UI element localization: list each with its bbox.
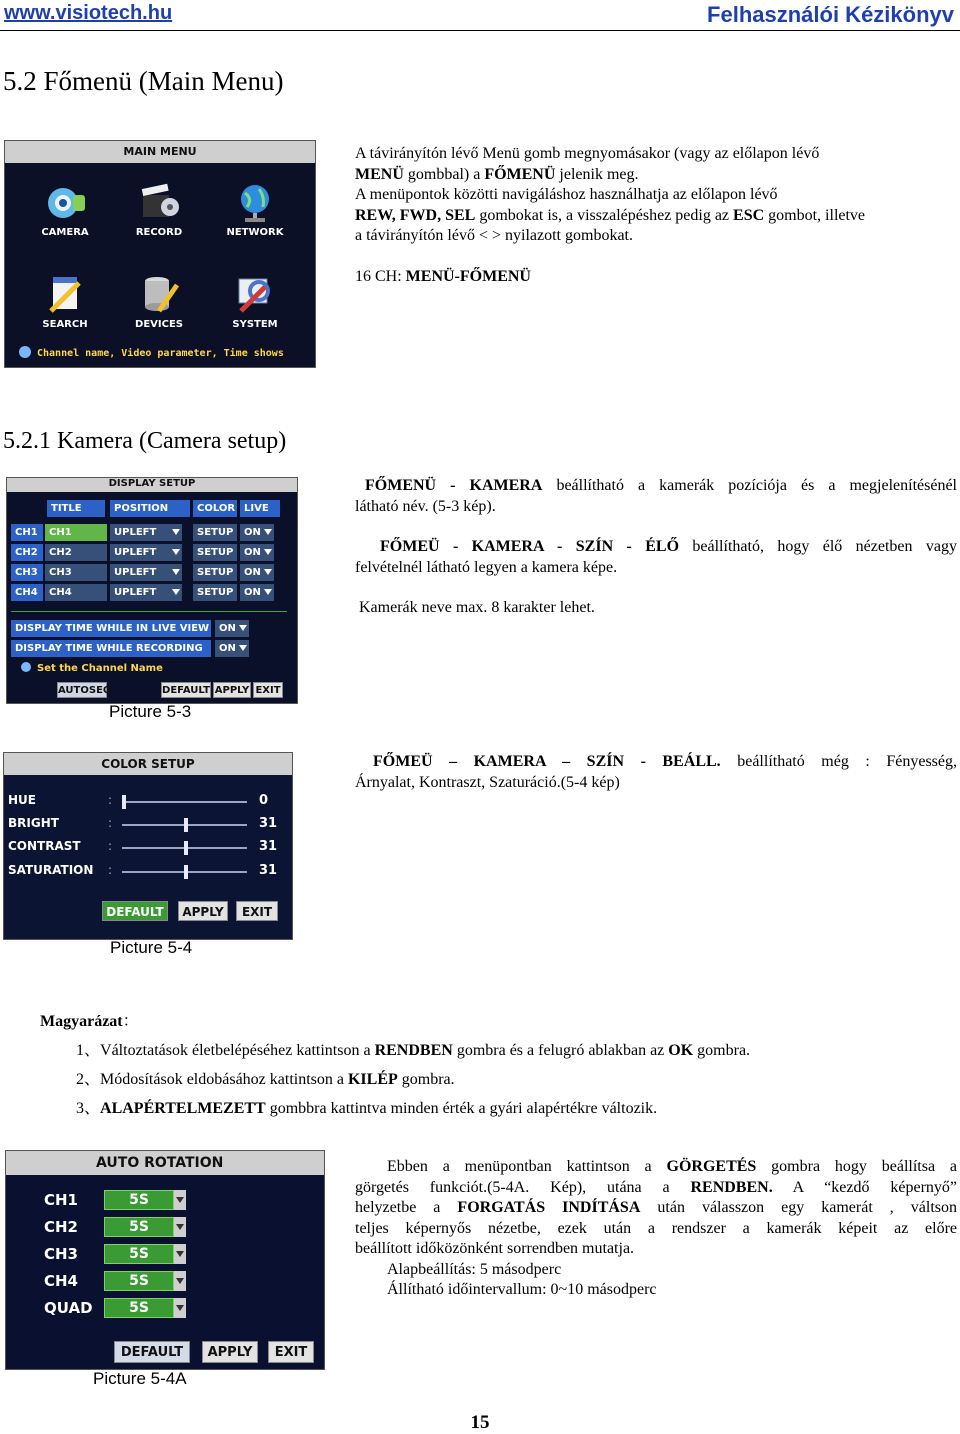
list-item: 2、Módosítások eldobásához kattintson a KILÉP gombra. xyxy=(76,1071,455,1088)
chevron-down-icon xyxy=(239,625,247,631)
screen-hint: Set the Channel Name xyxy=(21,662,163,674)
list-item: 1、Változtatások életbelépéséhez kattintson a RENDBEN gombra és a felugró ablakban az OK gombra. xyxy=(76,1042,751,1059)
main-menu-description: A távirányítón lévő Menü gomb megnyomásakor (vagy az előlapon lévő MENÜ gombbal) a FŐMENÜ jelenik meg. A menüpontok közötti navigáláshoz használhatja az előlapon lévő REW, FWD, SEL gombokat is, a visszalépéshez pedig az ESC gombot, illetve a távirányítón lévő < > nyilazott gombokat. 16 CH: MENÜ-FŐMENÜ xyxy=(355,145,866,285)
color-setup-screenshot: COLOR SETUP HUE : 0 BRIGHT : 31 CONTRAST : 31 SATURATION : 31 DEFAULT APPLY EXIT xyxy=(3,752,293,940)
globe-icon xyxy=(233,181,277,223)
header-url[interactable]: www.visiotech.hu xyxy=(4,2,173,24)
column-header: TITLE xyxy=(47,500,105,517)
film-clapper-icon xyxy=(137,181,181,223)
display-setup-screenshot: DISPLAY SETUP TITLE POSITION COLOR LIVE CH1 CH1 UPLEFT SETUP ON CH2 CH2 UPLEFT SETUP ON CH3 CH3 UPLEFT SETUP ON CH4 CH4 UPLEFT SETUP ON DISPLAY TIME WHILE IN LIVE VIEW ON DISPLAY TIME WHILE RECORDING ON Set the Channel Name AUTOSEQ DEFAULT APPLY EXIT xyxy=(6,477,298,704)
info-icon xyxy=(21,662,31,672)
list-item: 3、ALAPÉRTELMEZETT gombbra kattintva minden érték a gyári alapértékre változik. xyxy=(76,1100,658,1117)
divider xyxy=(11,611,287,612)
menu-item-camera xyxy=(25,181,105,238)
section-heading-camera-setup: 5.2.1 Kamera (Camera setup) xyxy=(3,428,287,454)
figure-caption: Picture 5-4A xyxy=(93,1369,187,1388)
explanation-title: Magyarázat： xyxy=(40,1013,139,1030)
screen-title: DISPLAY SETUP xyxy=(108,478,196,489)
column-header: POSITION xyxy=(110,500,190,517)
chevron-down-icon xyxy=(174,1244,186,1264)
screen-footer-hint: Channel name, Video parameter, Time shows xyxy=(19,346,284,359)
slider-knob xyxy=(184,865,188,879)
chevron-down-icon xyxy=(174,1190,186,1210)
screen-title: COLOR SETUP xyxy=(101,757,195,771)
database-icon xyxy=(137,273,181,315)
camera-setup-description: FŐMENÜ - KAMERA beállítható a kamerák pozíciója és a megjelenítésénél látható név. (5-3 kép). FŐMEÜ - KAMERA - SZÍN - ÉLŐ beállítható, hogy élő nézetben vagy felvételnél látható legyen a kamera képe. Kamerák neve max. 8 karakter lehet. xyxy=(355,477,957,616)
info-icon xyxy=(19,346,31,358)
exit-button: EXIT xyxy=(253,682,283,698)
menu-item-label: SYSTEM xyxy=(232,319,278,330)
exit-button: EXIT xyxy=(236,901,278,921)
chevron-down-icon xyxy=(264,569,272,575)
menu-item-label: DEVICES xyxy=(135,319,183,330)
column-header: COLOR xyxy=(193,500,237,517)
section-heading-main-menu: 5.2 Főmenü (Main Menu) xyxy=(3,66,284,96)
chevron-down-icon xyxy=(264,529,272,535)
tools-icon xyxy=(233,273,277,315)
menu-item-label: CAMERA xyxy=(41,227,89,238)
figure-caption: Picture 5-4 xyxy=(110,938,193,957)
menu-item-record xyxy=(119,181,199,238)
apply-button: APPLY xyxy=(178,901,228,921)
autoseq-button: AUTOSEQ xyxy=(57,682,107,698)
menu-item-network xyxy=(215,181,295,238)
chevron-down-icon xyxy=(264,549,272,555)
option-label: DISPLAY TIME WHILE RECORDING xyxy=(11,640,211,657)
chevron-down-icon xyxy=(172,569,180,575)
document-pencil-icon xyxy=(43,273,87,315)
auto-rotation-screenshot: AUTO ROTATION CH1 5S CH2 5S CH3 5S CH4 5S QUAD 5S DEFAULT APPLY EXIT xyxy=(5,1150,325,1370)
default-button: DEFAULT xyxy=(114,1341,190,1363)
screen-title: AUTO ROTATION xyxy=(96,1155,224,1171)
chevron-down-icon xyxy=(264,589,272,595)
main-menu-screenshot xyxy=(4,140,316,368)
option-label: DISPLAY TIME WHILE IN LIVE VIEW xyxy=(11,620,211,637)
color-setup-description: FŐMEÜ – KAMERA – SZÍN - BEÁLL. beállítható még : Fényesség, Árnyalat, Kontraszt, Szaturáció.(5-4 kép) xyxy=(355,753,958,791)
slider-knob xyxy=(184,841,188,855)
apply-button: APPLY xyxy=(213,682,251,698)
menu-item-label: RECORD xyxy=(135,227,183,238)
apply-button: APPLY xyxy=(202,1341,258,1363)
header-title: Felhasználói Kézikönyv xyxy=(707,2,954,27)
chevron-down-icon xyxy=(239,645,247,651)
slider-knob xyxy=(184,818,188,832)
menu-item-label: SEARCH xyxy=(42,319,88,330)
default-button: DEFAULT xyxy=(102,901,168,921)
chevron-down-icon xyxy=(172,589,180,595)
screen-title: MAIN MENU xyxy=(123,145,197,158)
column-header: LIVE xyxy=(240,500,280,517)
chevron-down-icon xyxy=(174,1271,186,1291)
header-divider xyxy=(0,30,960,31)
camera-icon xyxy=(43,181,87,223)
figure-caption: Picture 5-3 xyxy=(109,702,192,721)
slider-knob xyxy=(122,795,126,809)
exit-button: EXIT xyxy=(268,1341,314,1363)
menu-item-search xyxy=(25,273,105,330)
chevron-down-icon xyxy=(174,1217,186,1237)
menu-item-label: NETWORK xyxy=(226,227,284,238)
menu-item-system xyxy=(215,273,295,330)
page-number: 15 xyxy=(470,1412,490,1433)
chevron-down-icon xyxy=(172,529,180,535)
auto-rotation-description: Ebben a menüpontban kattintson a GÖRGETÉS gombra hogy beállítsa a görgetés funkciót.(5-4A. Kép), utána a RENDBEN. A “kezdő képernyő” helyzetbe a FORGATÁS INDÍTÁSA után válasszon egy kamerát , váltson teljes képernyős nézetbe, ezek után a rendszer a kamerák képeit az előre beállított időközönként sorrendben mutatja. Alapbeállítás: 5 másodperc Állítható időintervallum: 0~10 másodperc xyxy=(355,1158,958,1298)
menu-item-devices xyxy=(119,273,199,330)
chevron-down-icon xyxy=(174,1298,186,1318)
default-button: DEFAULT xyxy=(161,682,211,698)
slider-track xyxy=(122,801,247,803)
chevron-down-icon xyxy=(172,549,180,555)
